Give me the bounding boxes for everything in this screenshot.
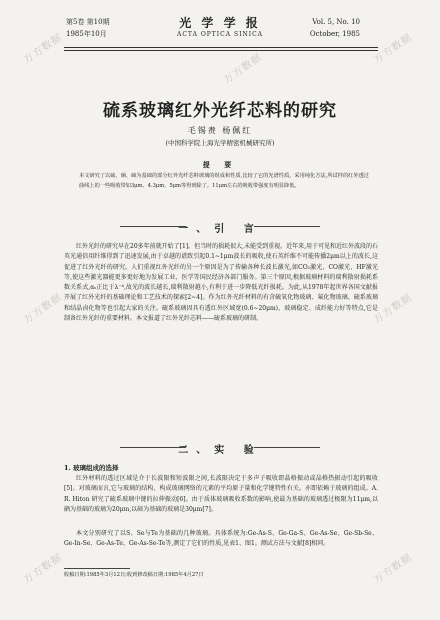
header-center [0,16,440,40]
watermark: 万方数据 [371,292,415,327]
watermark: 万方数据 [21,292,65,327]
footnote-received-date: 收稿日期:1985年3月12日;收到修改稿日期:1985年4月27日 [64,572,204,578]
volume-issue-en: Vol. 5, No. 10 [312,18,360,26]
section2-heading: 二、实 验 [178,445,262,456]
watermark: 万方数据 [21,552,65,587]
abstract-text: 本文研究了以硫、硒、碲为基础的部分红外光纤芯料玻璃的组成和性质,比较了它的光谱性质。采用纯化方法,所试样的红外透过曲线上的一些吸收带如3μm、4.3μm、5μm等得到除了。11μm左右的吸收带强度有明显降低。 [79,173,369,189]
abstract-heading: 提 要 [202,160,238,169]
journal-name-cn: 光 学 学 报 [179,16,261,30]
date-en: October, 1985 [309,30,360,38]
article-title: 硫系玻璃红外光纤芯料的研究 [103,101,337,121]
header-rule-thin [64,50,378,51]
section2-subheading: 1. 玻璃组成的选择 [64,464,119,472]
section1-rule-right [254,226,320,227]
watermark: 万方数据 [371,32,415,67]
journal-name-en: ACTA OPTICA SINICA [176,31,264,38]
section1-heading: 一、引 言 [178,224,262,235]
section2-rule-right [254,447,320,448]
watermark: 万方数据 [21,32,65,67]
watermark: 万方数据 [371,552,415,587]
watermark: 万方数据 [221,52,265,87]
article-affiliation: (中国科学院上海光学精密机械研究所) [165,139,275,147]
footnote-rule [64,568,130,569]
section2-paragraph2: 本文分别研究了以S、Se与Te为基础的几种玻璃。具体系统为:Ge-As-S、Ge-Ga-S、Ge-As-Se、Ge-Sb-Se、Ge-In-Se、Ge-As-Te、Ge-As-Se-Te等,测定了它们的性质,见表1、图1。测试方法与文献[8]相同。 [64,530,378,548]
header-right [310,16,360,40]
volume-issue-cn: 第5卷 第10期 [66,18,110,26]
section2-paragraph1: 红外材料的透过区域是介于长波限和短波限之间,长波限决定于多声子吸收即晶格振动或晶格热振动引起的吸收[5]。对玻璃而言,它与玻璃的结构、构成玻璃网络的元素的平均原子量和化学键特性有关。亦即依赖于玻璃的组成。A. R. Hiton 研究了硫系玻璃中键的拉伸振动[6]。由于质体玻璃吸收系数的影响,使最为基础的玻璃透过极限为11μm,以硒为基础的玻璃为20μm,以碲为基础的玻璃是30μm[7]。 [64,475,378,513]
header-rule [64,47,378,48]
article-authors: 毛锡赉 杨佩红 [187,126,253,135]
section1-paragraph: 红外光纤的研究早在20多年前就开始了[1]。但当时的损耗很大,未能受到重视。近年来,用于可见和近红外波段的石英光通信用纤维得到了迅速发展,由于卓越的谱致引起0.1~1μm波长的吸收,使石英纤维不可能传播2μm以上的波长,这促进了红外光纤的研究。人们重视红外光纤的另一个原因是为了传输各种长波长激光,如CO₂激光、CO激光、HF激光等,使这些激光器能更多更好地为发展工业、医学等国民经济各部门服务。第三个原因,根据玻璃材料的瑞利散射损耗系数关系式,αₛ正比于λ⁻⁴,故光的波长越长,瑞利散射越小,有利于进一步降低光纤损耗。为此,从1978年起世界各国文献报开展了红外光纤的基础理论和工艺技术的探索[2~4]。作为红外光纤材料的有含硫氧化物玻璃、氟化物玻璃、硫系玻璃和结晶卤化物等也引起大家的关注。硫系玻璃因具有透红外区域宽(0.6~20μm)、玻璃稳定、成纤能力好等特点,它是制备红外光纤的重要材料。本文报道了红外光纤芯料——硫系玻璃的研制。 [64,243,378,323]
date-cn: 1985年10月 [66,30,107,38]
